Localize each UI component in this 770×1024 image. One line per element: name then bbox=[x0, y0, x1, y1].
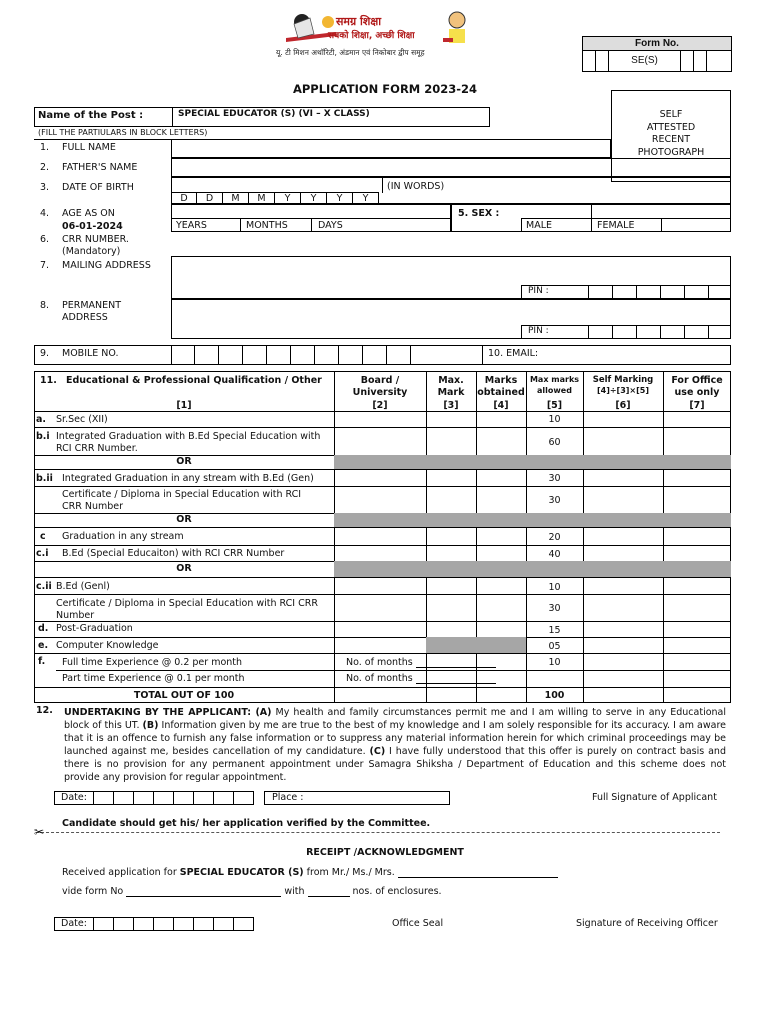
dob-cells[interactable]: D D M M Y Y Y Y bbox=[171, 192, 379, 205]
row-d-label: Post-Graduation bbox=[56, 623, 133, 634]
cut-line bbox=[36, 832, 720, 833]
receipt-line-1: Received application for SPECIAL EDUCATOR (S) from Mr./ Ms./ Mrs. bbox=[62, 867, 558, 878]
row-c-max: 20 bbox=[548, 532, 561, 543]
row-f2-months[interactable]: No. of months bbox=[346, 673, 496, 684]
h-board-2: University bbox=[352, 387, 408, 398]
field-1-no: 1. bbox=[40, 142, 50, 153]
applicant-date-cells[interactable] bbox=[54, 791, 254, 805]
full-name-input[interactable] bbox=[171, 139, 611, 158]
row-cii-no: c.ii bbox=[36, 581, 52, 592]
h-max-2: Mark bbox=[437, 387, 465, 398]
office-seal-label: Office Seal bbox=[392, 918, 444, 929]
logo-authority: यू. टी मिशन अथॉरिटी, अंडमान एवं निकोबार द्वीप समूह bbox=[276, 48, 425, 57]
logo-subtitle: सबको शिक्षा, अच्छी शिक्षा bbox=[328, 31, 415, 41]
female-option[interactable]: FEMALE bbox=[597, 220, 635, 231]
form-number-box bbox=[582, 36, 732, 72]
row-ci-max: 40 bbox=[548, 549, 561, 560]
applicant-date-label: Date: bbox=[54, 791, 94, 805]
post-label: Name of the Post : bbox=[38, 110, 144, 121]
h-allowed: Max marks bbox=[529, 375, 580, 384]
row-bii-no: b.ii bbox=[36, 473, 53, 484]
row-a-max: 10 bbox=[548, 414, 561, 425]
q-no: 11. bbox=[40, 375, 57, 386]
permanent-address-label-2: ADDRESS bbox=[62, 312, 108, 323]
h-office: For Office bbox=[671, 375, 723, 386]
row-bi-label-2: RCI CRR Number. bbox=[56, 443, 138, 454]
receipt-line-2: vide form No with nos. of enclosures. bbox=[62, 886, 442, 897]
scissors-icon: ✂ bbox=[34, 825, 45, 839]
undertaking-text: UNDERTAKING BY THE APPLICANT: (A) My health and family circumstances permit me and I am willing to serve in any Educational block of this UT. (B) Information given by me are true to the best of my knowledge and I am solely responsible for its accuracy. I am aware that it is an offence to furnish any false information or to suppress any material information herein for which criminal proceedings may be launched against me, besides cancellation of my candidature. (C) I have fully understood that this offer is purely on contract basis and there is no provision for any permanent appointment under Samagra Shiksha / Department of Education and this scheme does not provide any provision for regular appointment. bbox=[64, 707, 726, 783]
h-obt: Marks bbox=[484, 375, 518, 386]
logo-child-icon bbox=[440, 10, 474, 50]
applicant-signature-label: Full Signature of Applicant bbox=[592, 792, 717, 803]
father-name-input[interactable] bbox=[171, 158, 731, 177]
photo-text-3: RECENT bbox=[651, 134, 691, 145]
email-label: 10. EMAIL: bbox=[488, 348, 539, 359]
n7: [7] bbox=[689, 400, 705, 411]
field-8-no: 8. bbox=[40, 300, 50, 311]
field-2-no: 2. bbox=[40, 162, 50, 173]
row-cii-max: 10 bbox=[548, 582, 561, 593]
h-office-2: use only bbox=[674, 387, 720, 398]
n6: [6] bbox=[615, 400, 631, 411]
logo-title: समग्र शिक्षा bbox=[336, 15, 382, 28]
row-c-no: c bbox=[40, 531, 46, 542]
n4: [4] bbox=[493, 400, 509, 411]
row-f-label: Full time Experience @ 0.2 per month bbox=[62, 657, 243, 668]
row-d-no: d. bbox=[38, 623, 49, 634]
n3: [3] bbox=[443, 400, 459, 411]
place-label: Place : bbox=[272, 792, 304, 803]
field-6-no: 6. bbox=[40, 234, 50, 245]
row-e-label: Computer Knowledge bbox=[56, 640, 159, 651]
full-name-label: FULL NAME bbox=[62, 142, 116, 153]
h-allowed-2: allowed bbox=[537, 386, 572, 395]
receipt-title: RECEIPT /ACKNOWLEDGMENT bbox=[306, 847, 464, 858]
n5: [5] bbox=[546, 400, 563, 411]
row-a-no: a. bbox=[36, 414, 47, 425]
permanent-address-label: PERMANENT bbox=[62, 300, 122, 311]
h-self-2: [4]÷[3]×[5] bbox=[596, 386, 650, 395]
permanent-pin-cells[interactable] bbox=[521, 325, 731, 339]
age-date: 06-01-2024 bbox=[62, 221, 123, 232]
row-cii2-label-2: Number bbox=[56, 610, 95, 621]
n2: [2] bbox=[372, 400, 388, 411]
row-bii2-label: Certificate / Diploma in Special Education with RCI bbox=[62, 489, 302, 500]
male-option[interactable]: MALE bbox=[526, 220, 552, 231]
form-code: SE(S) bbox=[609, 51, 681, 72]
father-name-label: FATHER'S NAME bbox=[62, 162, 138, 173]
or-1: OR bbox=[176, 456, 192, 467]
row-a-label: Sr.Sec (XII) bbox=[56, 414, 108, 425]
photo-text-4: PHOTOGRAPH bbox=[637, 146, 705, 158]
field-9-no: 9. bbox=[40, 348, 50, 359]
age-label: AGE AS ON bbox=[62, 208, 115, 219]
row-cii2-max: 30 bbox=[548, 603, 561, 614]
row-f-max: 10 bbox=[548, 657, 561, 668]
permanent-pin-label: PIN : bbox=[521, 325, 589, 339]
q-title: Educational & Professional Qualification / Other bbox=[66, 375, 322, 386]
row-bii2-label-2: CRR Number bbox=[62, 501, 124, 512]
photo-text-2: ATTESTED bbox=[646, 121, 696, 133]
field-4-no: 4. bbox=[40, 208, 50, 219]
dob-in-words-label: (IN WORDS) bbox=[387, 181, 445, 192]
row-f2-label: Part time Experience @ 0.1 per month bbox=[62, 673, 245, 684]
field-3-no: 3. bbox=[40, 182, 50, 193]
h-board: Board / bbox=[360, 375, 400, 386]
total-max: 100 bbox=[544, 690, 565, 701]
mobile-cells[interactable] bbox=[171, 345, 411, 365]
receipt-date-label: Date: bbox=[54, 917, 94, 931]
or-3: OR bbox=[176, 563, 192, 574]
row-cii-label: B.Ed (Genl) bbox=[56, 581, 110, 592]
mailing-pin-cells[interactable] bbox=[521, 285, 731, 299]
h-obt-2: obtained bbox=[477, 387, 525, 398]
receipt-date-cells[interactable] bbox=[54, 917, 254, 931]
row-bii2-max: 30 bbox=[548, 495, 561, 506]
row-bi-label: Integrated Graduation with B.Ed Special Education with bbox=[56, 431, 321, 442]
n1: [1] bbox=[176, 400, 192, 411]
dob-label: DATE OF BIRTH bbox=[62, 182, 134, 193]
total-label: TOTAL OUT OF 100 bbox=[133, 690, 235, 701]
photo-text-1: SELF bbox=[659, 109, 683, 120]
mailing-pin-label: PIN : bbox=[521, 285, 589, 299]
or-2: OR bbox=[176, 514, 192, 525]
form-no-label: Form No. bbox=[583, 37, 731, 51]
row-c-label: Graduation in any stream bbox=[62, 531, 184, 542]
days-label: DAYS bbox=[318, 220, 343, 231]
crr-label: CRR NUMBER. bbox=[62, 234, 129, 245]
row-e-no: e. bbox=[38, 640, 49, 651]
row-bii-label: Integrated Graduation in any stream with B.Ed (Gen) bbox=[62, 473, 314, 484]
years-label: YEARS bbox=[176, 220, 207, 231]
row-e-max: 05 bbox=[548, 641, 561, 652]
row-f-no: f. bbox=[38, 656, 46, 667]
row-bii-max: 30 bbox=[548, 473, 561, 484]
email-input[interactable] bbox=[482, 345, 731, 365]
months-label: MONTHS bbox=[246, 220, 288, 231]
row-d-max: 15 bbox=[548, 625, 561, 636]
row-cii2-label: Certificate / Diploma in Special Education with RCI CRR bbox=[56, 598, 318, 609]
undertaking-no: 12. bbox=[36, 705, 53, 716]
mailing-address-label: MAILING ADDRESS bbox=[62, 260, 151, 271]
h-self: Self Marking bbox=[592, 375, 654, 385]
row-f-months[interactable]: No. of months bbox=[346, 657, 496, 668]
row-ci-label: B.Ed (Special Educaiton) with RCI CRR Number bbox=[62, 548, 285, 559]
crr-mandatory: (Mandatory) bbox=[62, 246, 121, 257]
receiving-officer-signature-label: Signature of Receiving Officer bbox=[576, 918, 718, 929]
post-value: SPECIAL EDUCATOR (S) (VI – X CLASS) bbox=[178, 109, 370, 119]
field-7-no: 7. bbox=[40, 260, 50, 271]
h-max: Max. bbox=[438, 375, 464, 386]
block-letters-note: (FILL THE PARTIULARS IN BLOCK LETTERS) bbox=[38, 128, 208, 137]
page-title: APPLICATION FORM 2023-24 bbox=[292, 82, 478, 96]
mobile-label: MOBILE NO. bbox=[62, 348, 119, 359]
row-ci-no: c.i bbox=[36, 548, 49, 559]
row-bi-max: 60 bbox=[548, 437, 561, 448]
sex-label: 5. SEX : bbox=[458, 208, 500, 219]
verify-note: Candidate should get his/ her application verified by the Committee. bbox=[62, 818, 431, 829]
row-bi-no: b.i bbox=[36, 431, 50, 442]
